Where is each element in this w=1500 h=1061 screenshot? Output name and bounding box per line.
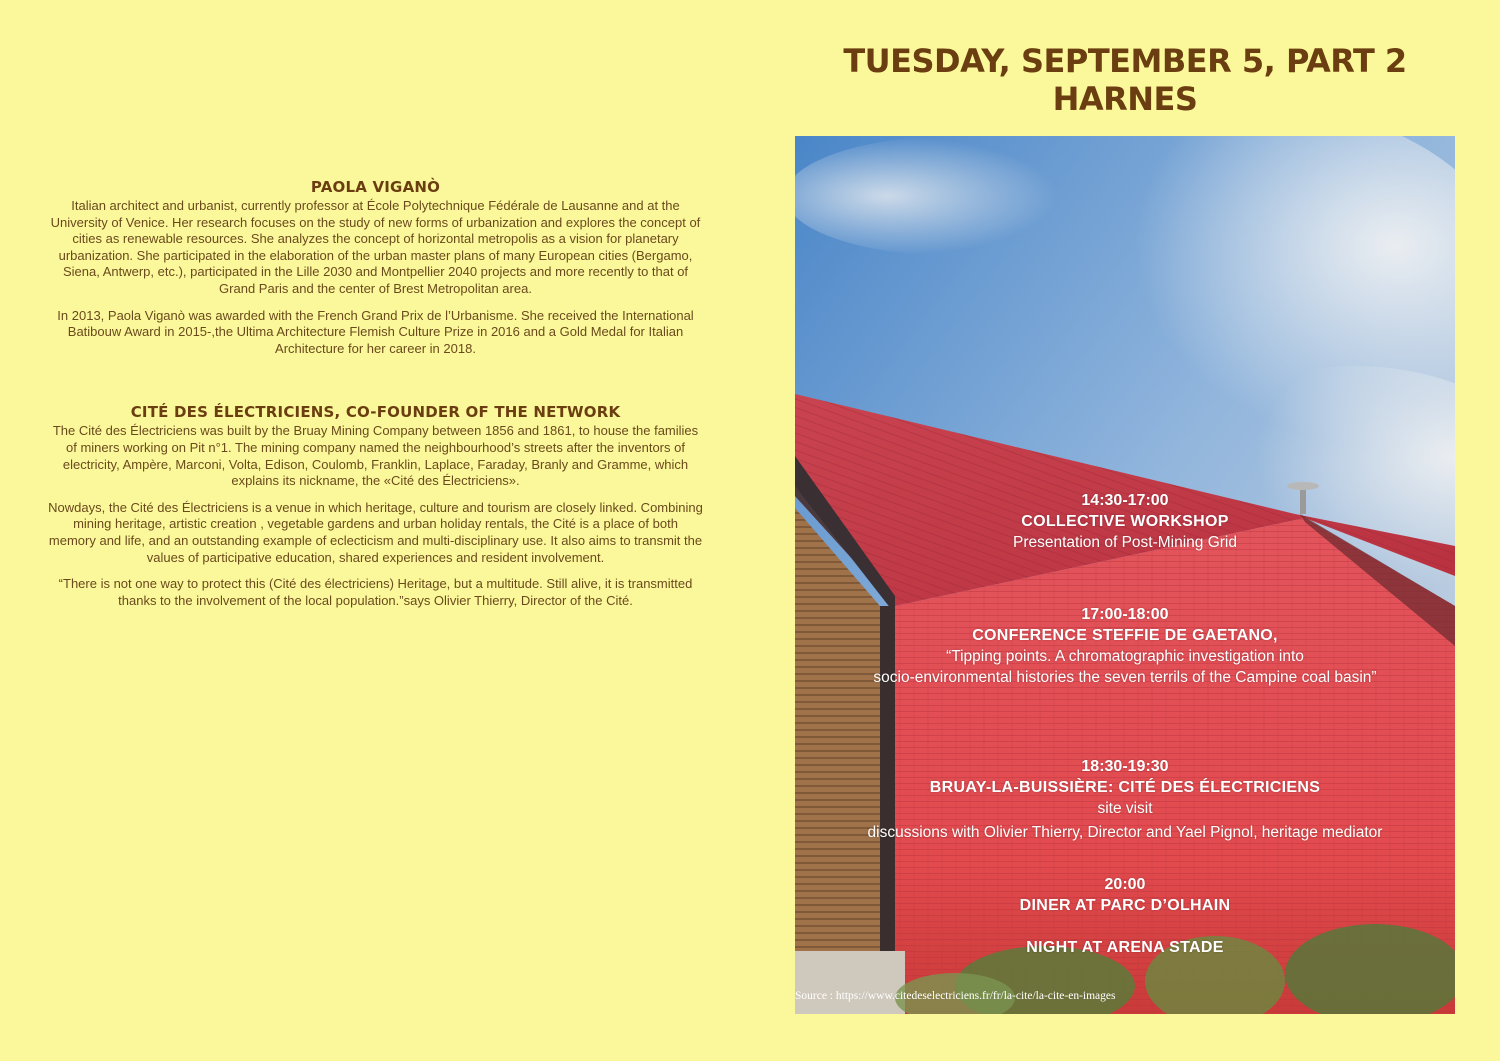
- page-title: [795, 42, 1455, 118]
- event-title: NIGHT AT ARENA STADE: [1026, 939, 1224, 956]
- bio-paragraph: In 2013, Paola Viganò was awarded with the French Grand Prix de l’Urbanisme. She received the International Batibouw Award in 2015-,the Ultima Architecture Flemish Culture Prize in 2016 and a Gold Medal for Italian Architecture for her career in 2018.: [57, 307, 694, 356]
- page-title-place: HARNES: [1052, 80, 1198, 118]
- event-time: 18:30-19:30: [1081, 758, 1169, 775]
- bio-paragraph: Italian architect and urbanist, currently professor at École Polytechnique Fédérale de Lausanne and at the University of Venice. Her research focuses on the study of new forms of urbanization and explores the concept of cities as renewable resources. She analyzes the concept of horizontal metropolis as a vision for planetary urbanization. She participated in the elaboration of the urban master plans of many European cities (Bergamo, Siena, Antwerp, etc.), participated in the Lille 2030 and Montpellier 2040 projects and more recently to that of Grand Paris and the center of Brest Metropolitan area.: [50, 198, 701, 296]
- photo-source-credit: Source : https://www.citedeselectriciens.fr/fr/la-cite/la-cite-en-images: [795, 990, 1116, 1002]
- event-dinner: [795, 874, 1455, 958]
- event-title: DINER AT PARC D’OLHAIN: [1019, 897, 1231, 914]
- event-conference: [795, 604, 1455, 688]
- bio-paragraph: The Cité des Électriciens was built by the Bruay Mining Company between 1856 and 1861, to house the families of miners working on Pit n°1. The mining company named the neighbourhood’s streets after the inventors of electricity, Ampère, Marconi, Volta, Edison, Coulomb, Franklin, Laplace, Faraday, Branly and Gramme, which explains its nickname, the «Cité des Électriciens».: [52, 423, 699, 489]
- event-time: 17:00-18:00: [1081, 606, 1169, 623]
- bio-cite: [48, 403, 703, 609]
- bio-vigano: [48, 178, 703, 357]
- bio-title: PAOLA VIGANÒ: [310, 178, 441, 196]
- event-time: 14:30-17:00: [1081, 492, 1169, 509]
- event-subtitle: “Tipping points. A chromatographic investigation into: [946, 648, 1304, 665]
- event-site-visit: [795, 756, 1455, 843]
- schedule: [795, 136, 1455, 1014]
- left-column: [48, 178, 703, 619]
- event-subtitle: socio-environmental histories the seven terrils of the Campine coal basin”: [873, 669, 1377, 686]
- event-subtitle: discussions with Olivier Thierry, Director and Yael Pignol, heritage mediator: [867, 824, 1383, 841]
- bio-title: CITÉ DES ÉLECTRICIENS, CO-FOUNDER OF THE NETWORK: [130, 403, 621, 422]
- bio-paragraph: “There is not one way to protect this (Cité des électriciens) Heritage, but a multitude. Still alive, it is transmitted thanks to the involvement of the local population.”says Olivier Thierry, Director of the Cité.: [58, 576, 693, 608]
- event-subtitle: Presentation of Post-Mining Grid: [1013, 534, 1237, 551]
- event-title: CONFERENCE STEFFIE DE GAETANO,: [972, 627, 1278, 644]
- page-title-date: TUESDAY, SEPTEMBER 5, PART 2: [843, 42, 1407, 80]
- event-title: BRUAY-LA-BUISSIÈRE: CITÉ DES ÉLECTRICIENS: [929, 779, 1321, 796]
- event-subtitle: site visit: [1097, 800, 1153, 817]
- building-photo: [795, 136, 1455, 1014]
- event-time: 20:00: [1104, 876, 1146, 893]
- bio-paragraph: Nowdays, the Cité des Électriciens is a venue in which heritage, culture and tourism are closely linked. Combining mining heritage, artistic creation , vegetable gardens and urban holiday rentals, the Cité is a place of both memory and life, and an outstanding example of eclecticism and multi-disciplinary use. It also aims to transmit the values of participative education, shared experiences and resident involvement.: [48, 499, 703, 565]
- event-title: COLLECTIVE WORKSHOP: [1021, 513, 1229, 530]
- event-workshop: [795, 490, 1455, 553]
